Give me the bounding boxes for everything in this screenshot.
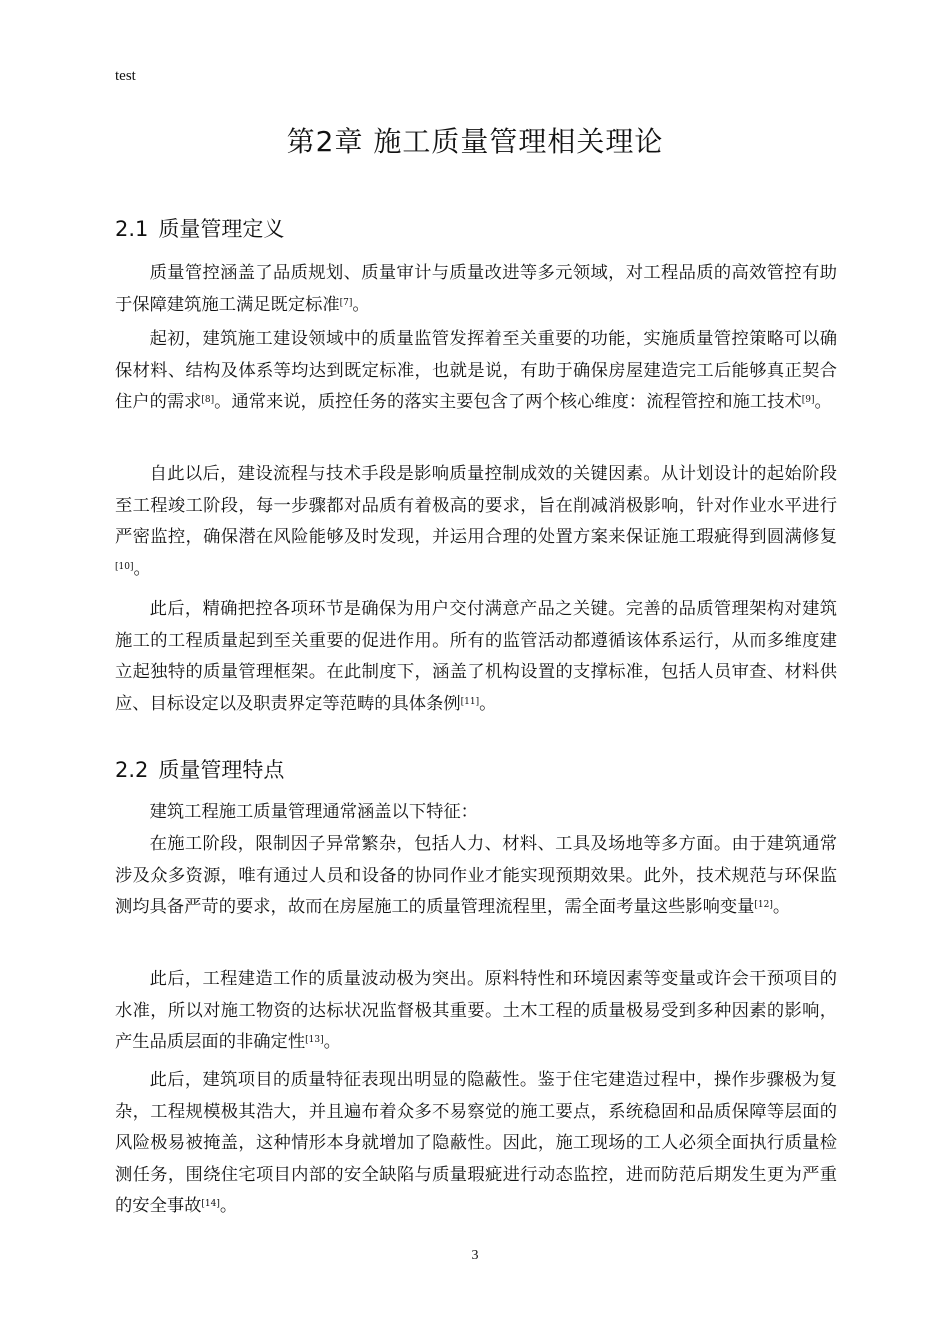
section-number: 2.2	[115, 758, 149, 782]
citation-ref: [7]	[339, 297, 353, 308]
paragraph	[115, 324, 837, 419]
chapter-title: 第2章 施工质量管理相关理论	[286, 125, 664, 158]
citation-ref: [11]	[460, 696, 480, 707]
section-title: 质量管理定义	[158, 217, 285, 241]
paragraph-text: 此后，精确把控各项环节是确保为用户交付满意产品之关键。完善的品质管理架构对建筑施工的工程质量起到至关重要的促进作用。所有的监管活动都遵循该体系运行，从而多维度建立起独特的质量管理框架。在此制度下，涵盖了机构设置的支撑标准，包括人员审查、材料供应、目标设定以及职责界定等范畴的具体条例	[115, 599, 837, 714]
paragraph	[115, 258, 837, 321]
paragraph-text: 建筑工程施工质量管理通常涵盖以下特征：	[149, 802, 478, 822]
citation-ref: [12]	[754, 900, 773, 910]
citation-ref: [14]	[201, 1199, 220, 1209]
paragraph	[115, 964, 837, 1059]
paragraph	[115, 829, 837, 924]
paragraph-text: 在施工阶段，限制因子异常繁杂，包括人力、材料、工具及场地等多方面。由于建筑通常涉及众多资源，唯有通过人员和设备的协同作业才能实现预期效果。此外，技术规范与环保监测均具备严苛的要求，故而在房屋施工的质量管理流程里，需全面考量这些影响变量	[115, 834, 837, 917]
paragraph-tail: 。	[352, 294, 370, 315]
running-header: test	[115, 68, 136, 84]
citation-ref: [13]	[305, 1035, 324, 1045]
paragraph-tail: 。	[479, 693, 497, 714]
paragraph-tail: 。通常来说，质控任务的落实主要包含了两个核心维度：流程管控和施工技术	[214, 392, 802, 412]
citation-ref: [8]	[201, 395, 215, 405]
section-heading-2-2	[115, 754, 284, 784]
paragraph	[115, 797, 837, 829]
paragraph-tail: 。	[814, 392, 832, 412]
paragraph-tail: 。	[323, 1032, 341, 1052]
citation-ref: [9]	[801, 395, 815, 405]
paragraph	[115, 594, 837, 720]
page-number: 3	[471, 1248, 479, 1263]
paragraph-text: 起初，建筑施工建设领域中的质量监管发挥着至关重要的功能，实施质量管控策略可以确保材料、结构及体系等均达到既定标准，也就是说，有助于确保房屋建造完工后能够真正契合住户的需求	[115, 329, 837, 412]
paragraph-text: 质量管控涵盖了品质规划、质量审计与质量改进等多元领域，对工程品质的高效管控有助于保障建筑施工满足既定标准	[115, 263, 837, 315]
paragraph-text: 此后，建筑项目的质量特征表现出明显的隐蔽性。鉴于住宅建造过程中，操作步骤极为复杂，工程规模极其浩大，并且遍布着众多不易察觉的施工要点，系统稳固和品质保障等层面的风险极易被掩盖，这种情形本身就增加了隐蔽性。因此，施工现场的工人必须全面执行质量检测任务，围绕住宅项目内部的安全缺陷与质量瑕疵进行动态监控，进而防范后期发生更为严重的安全事故	[115, 1070, 837, 1216]
paragraph	[115, 459, 837, 585]
paragraph-text: 自此以后，建设流程与技术手段是影响质量控制成效的关键因素。从计划设计的起始阶段至工程竣工阶段，每一步骤都对品质有着极高的要求，旨在削减消极影响，针对作业水平进行严密监控，确保潜在风险能够及时发现，并运用合理的处置方案来保证施工瑕疵得到圆满修复	[115, 464, 837, 547]
paragraph-tail: 。	[133, 558, 151, 579]
citation-ref: [10]	[115, 561, 134, 572]
paragraph	[115, 1065, 837, 1223]
paragraph-tail: 。	[772, 897, 791, 917]
section-heading-2-1	[115, 213, 284, 243]
section-number: 2.1	[115, 217, 149, 241]
section-title: 质量管理特点	[158, 758, 285, 782]
paragraph-tail: 。	[219, 1196, 238, 1216]
paragraph-text: 此后，工程建造工作的质量波动极为突出。原料特性和环境因素等变量或许会干预项目的水准，所以对施工物资的达标状况监督极其重要。土木工程的质量极易受到多种因素的影响，产生品质层面的非确定性	[115, 969, 837, 1052]
